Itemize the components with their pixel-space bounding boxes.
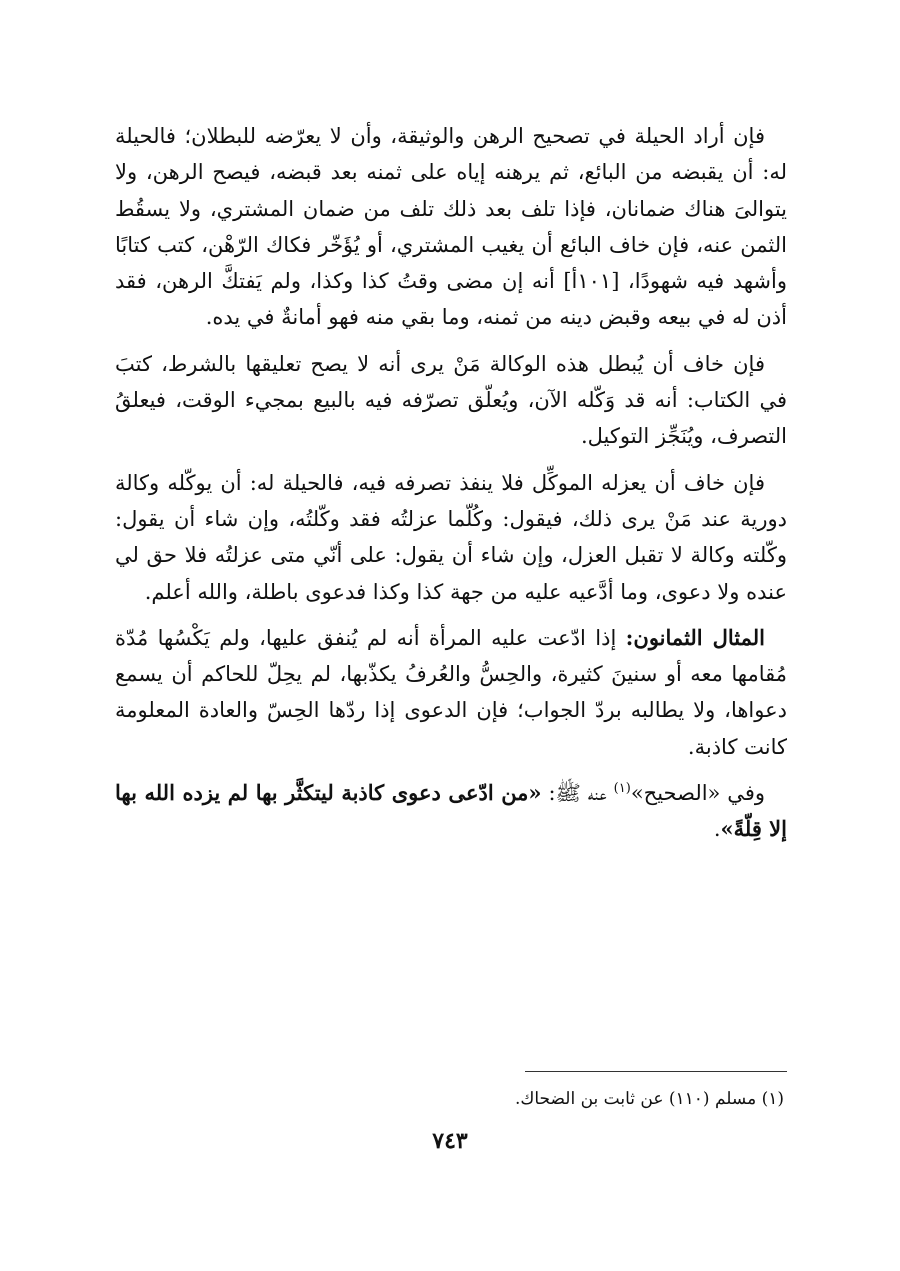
hadith-quote: «من ادّعى دعوى كاذبة ليتكثَّر بها لم يزده الله بها إلا قِلّةً» [115,780,787,842]
paragraph-pledge-trick: فإن أراد الحيلة في تصحيح الرهن والوثيقة، وأن لا يعرّضه للبطلان؛ فالحيلة له: أن يقبضه من البائع، ثم يرهنه إياه على ثمنه بعد قبضه، فيصح الرهن، ولا يتوالىَ هناك ضمانان، فإذا تلف بعد ذلك تلف من ضمان المشتري، ولا يسقُط الثمن عنه، فإن خاف البائع أن يغيب المشتري، أو يُؤَخّر فكاك الرّهْن، كتب كتابًا وأشهد فيه شهودًا، [١٠١أ] أنه إن مضى وقتُ كذا وكذا، ولم يَفتكَّ الرهن، فقد أذن له في بيعه وقبض دينه من ثمنه، وما بقي منه فهو أمانةٌ في يده. [115,124,788,330]
hadith-attribution: عنه ﷺ: [541,781,614,806]
paragraph-agency-condition: فإن خاف أن يُبطل هذه الوكالة مَنْ يرى أنه لا يصح تعليقها بالشرط، كتبَ في الكتاب: أنه قد وَكّله الآن، ويُعلّق تصرّفه فيه بالبيع بمجيء الوقت، فيعلقُ التصرف، ويُنَجِّز التوكيل. [115,351,787,449]
paragraph-hadith [115,775,787,848]
footnote-divider [525,1071,787,1072]
page-body [115,118,787,858]
example-80-heading: المثال الثمانون: [625,624,766,650]
hadith-intro: وفي «الصحيح» [630,781,765,806]
example-80-text: إذا ادّعت عليه المرأة أنه لم يُنفق عليها، ولم يَكْسُها مُدّة مُقامها معه أو سنينَ كثيرة، والحِسُّ والعُرفُ يكذّبها، لم يحِلّ للحاكم أن يسمع دعواها، ولا يطالبه بردّ الجواب؛ فإن الدعوى إذا ردّها الحِسّ والعادة المعلومة كانت كاذبة. [115,625,787,759]
paragraph-agency-dismissal: فإن خاف أن يعزله الموكِّل فلا ينفذ تصرفه فيه، فالحيلة له: أن يوكّله وكالة دورية عند مَنْ يرى ذلك، فيقول: وكُلّما عزلتُه فقد وكّلتُه، وإن شاء أن يقول: وكّلته وكالة لا تقبل العزل، وإن شاء أن يقول: على أنّي متى عزلتُه فلا حق لي عنده ولا دعوى، وما أدَّعيه عليه من جهة كذا وكذا فدعوى باطلة، والله أعلم. [115,470,787,604]
footnote: (١) مسلم (١١٠) عن ثابت بن الضحاك. [514,1089,784,1109]
paragraph-example-80 [115,620,787,765]
page-number: ٧٤٣ [432,1128,468,1154]
hadith-end: . [713,817,721,842]
footnote-reference: (١) [613,781,631,797]
